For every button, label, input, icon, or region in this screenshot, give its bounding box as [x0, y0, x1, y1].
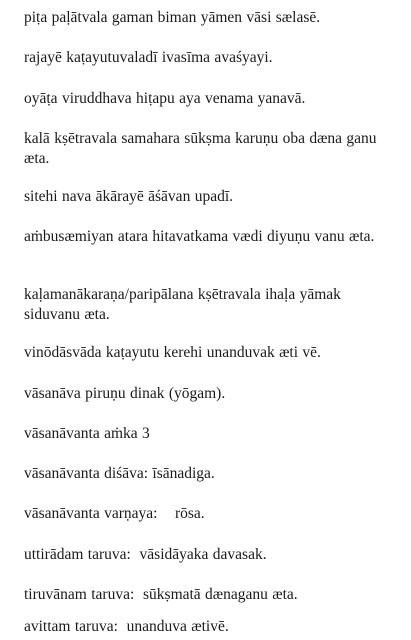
paragraph-8: vinōdāsvāda kaṭayutu kerehi unanduvak æti vē. — [24, 344, 321, 361]
paragraph-11: vāsanāvanta diśāva: īsānadiga. — [24, 465, 215, 482]
paragraph-10: vāsanāvanta aṁka 3 — [24, 425, 150, 442]
paragraph-9: vāsanāva piruṇu dinak (yōgam). — [24, 385, 226, 402]
paragraph-15: avittam taruva: unanduva ætivē. — [24, 618, 229, 635]
paragraph-1: piṭa paḷātvala gaman biman yāmen vāsi sælasē. — [24, 9, 321, 26]
paragraph-13: uttirādam taruva: vāsidāyaka davasak. — [24, 546, 267, 563]
paragraph-14: tiruvānam taruva: sūkṣmatā dænaganu æta. — [24, 586, 298, 603]
paragraph-7: kaḷamanākaraṇa/paripālana kṣētravala ihaḷa yāmak siduvanu æta. — [24, 286, 346, 323]
paragraph-5: sitehi nava ākārayē āśāvan upadī. — [24, 188, 234, 205]
paragraph-12: vāsanāvanta varṇaya: rōsa. — [24, 505, 205, 522]
paragraph-2: rajayē kaṭayutuvaladī ivasīma avaśyayi. — [24, 49, 273, 66]
paragraph-3: oyāṭa viruddhava hiṭapu aya venama yanavā. — [24, 90, 306, 107]
paragraph-6: aṁbusæmiyan atara hitavatkama vædi diyuṇu vanu æta. — [24, 228, 375, 245]
paragraph-4: kalā kṣētravala samahara sūkṣma karuṇu oba dæna ganu æta. — [24, 130, 381, 167]
